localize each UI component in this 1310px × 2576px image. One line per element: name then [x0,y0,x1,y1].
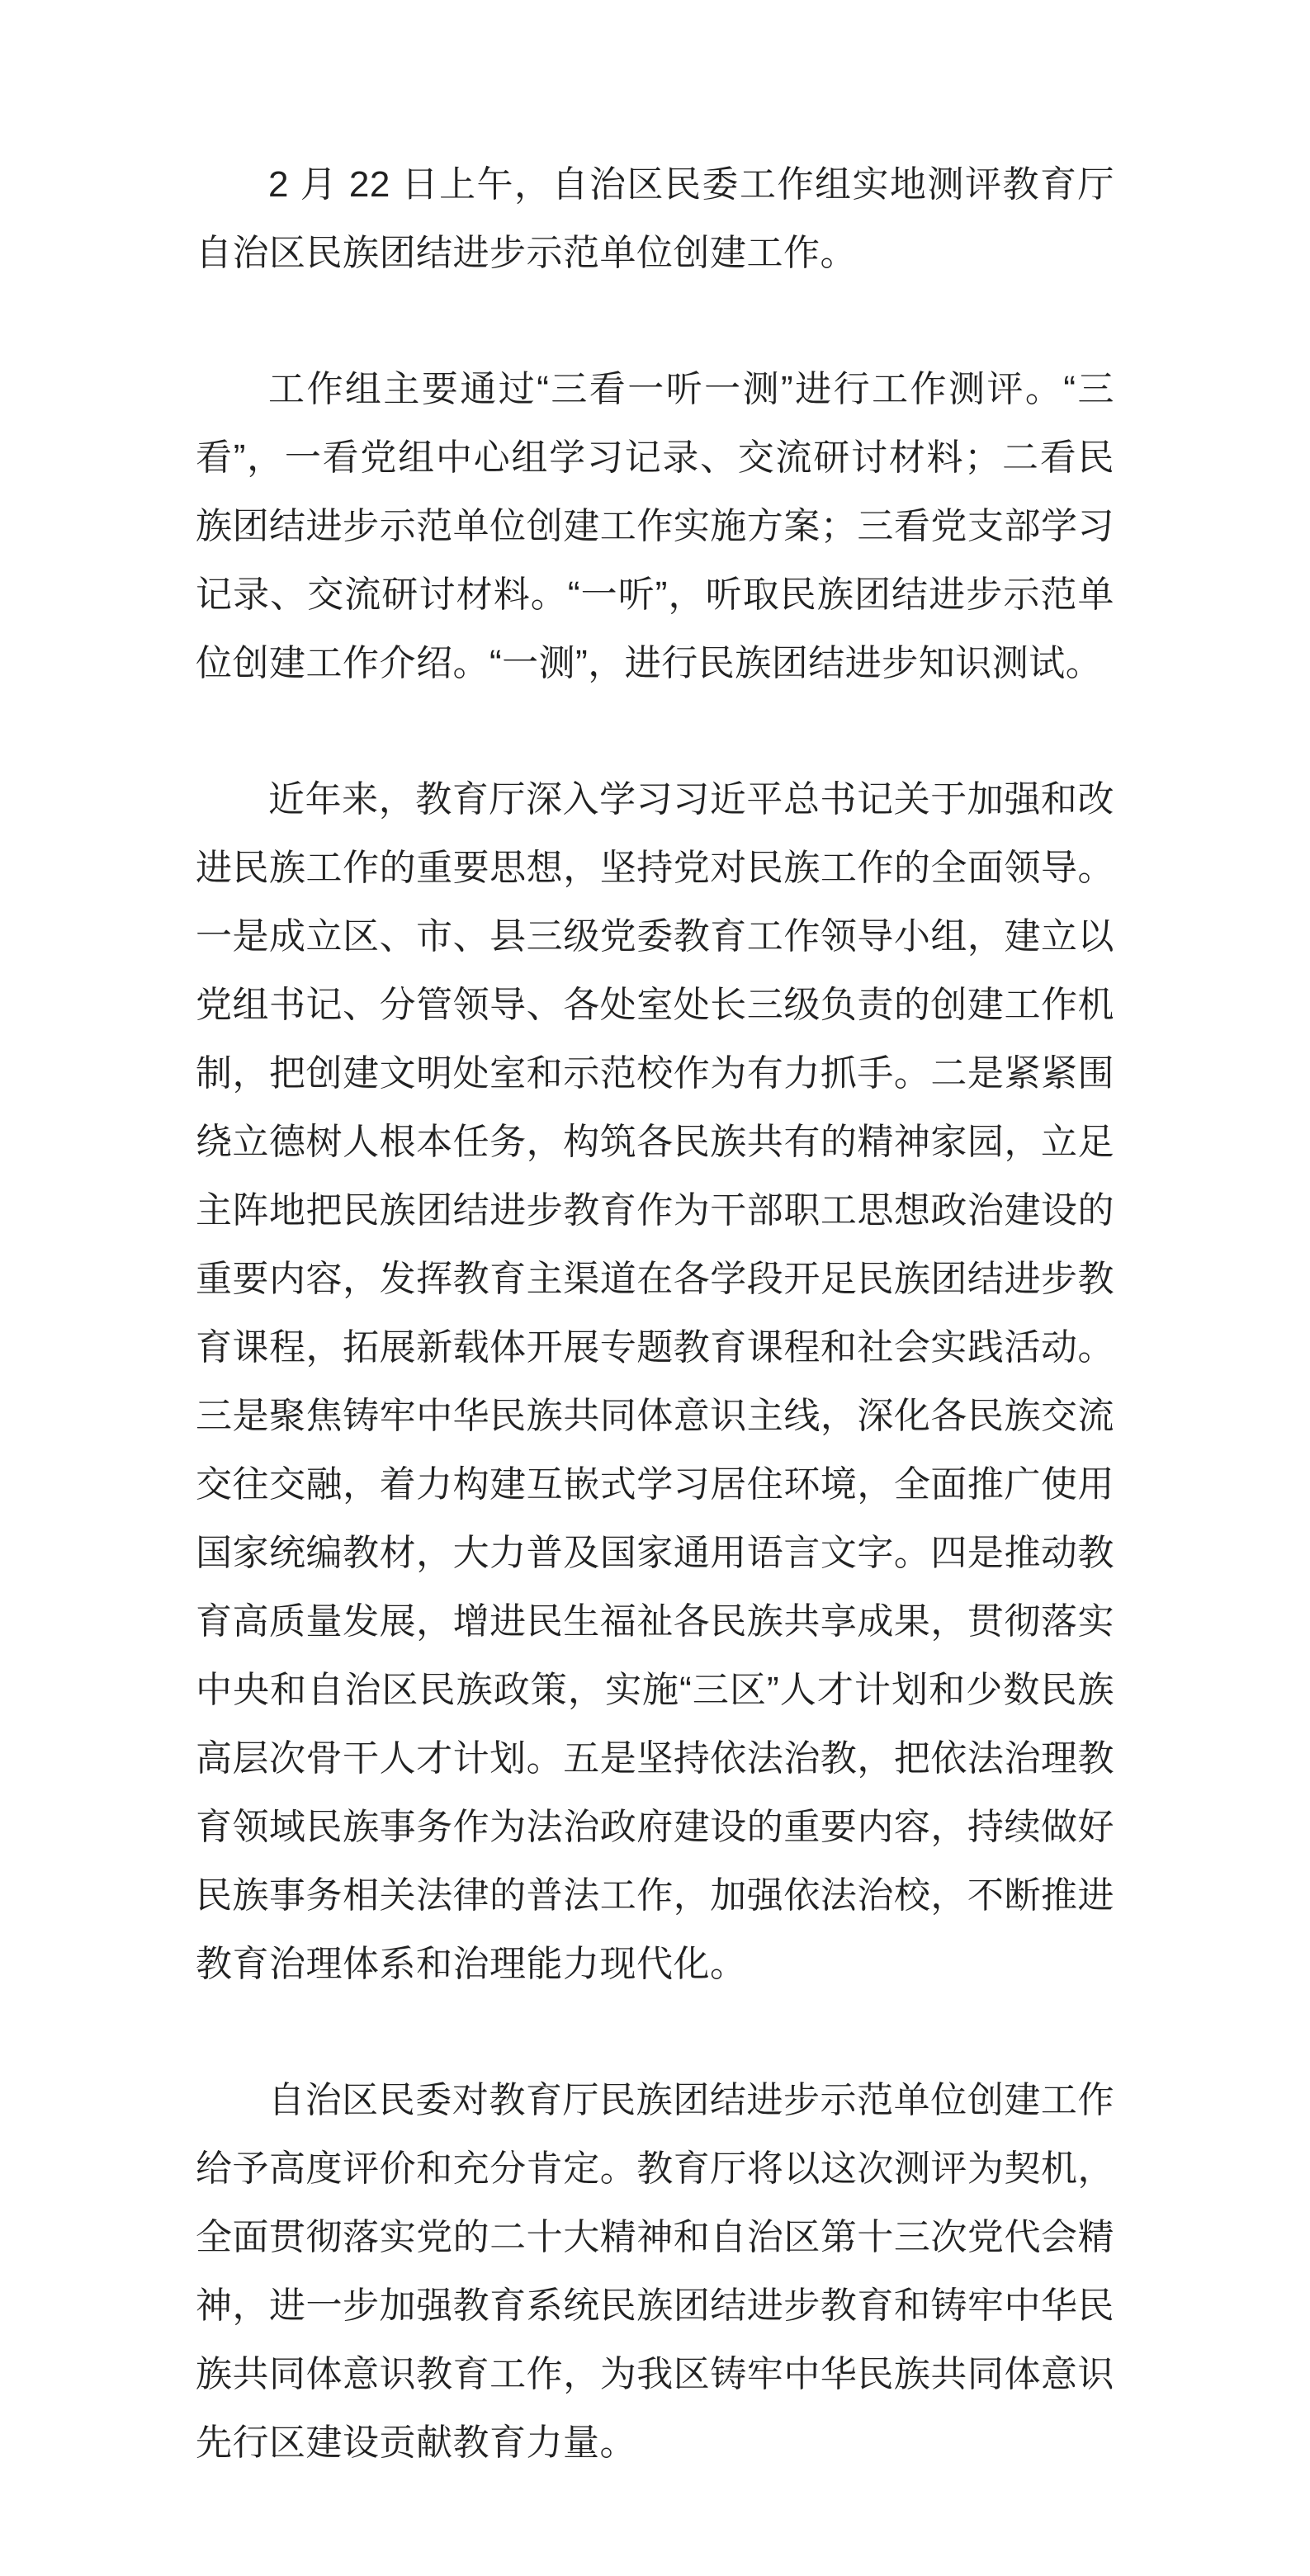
paragraph-conclusion: 自治区民委对教育厅民族团结进步示范单位创建工作给予高度评价和充分肯定。教育厅将以这次测评为契机，全面贯彻落实党的二十大精神和自治区第十三次党代会精神，进一步加强教育系统民族团结进步教育和铸牢中华民族共同体意识教育工作，为我区铸牢中华民族共同体意识先行区建设贡献教育力量。 [196,2080,1114,2463]
paragraph-measures: 近年来，教育厅深入学习习近平总书记关于加强和改进民族工作的重要思想，坚持党对民族工作的全面领导。一是成立区、市、县三级党委教育工作领导小组，建立以党组书记、分管领导、各处室处长三级负责的创建工作机制，把创建文明处室和示范校作为有力抓手。二是紧紧围绕立德树人根本任务，构筑各民族共有的精神家园，立足主阵地把民族团结进步教育作为干部职工思想政治建设的重要内容，发挥教育主渠道在各学段开足民族团结进步教育课程，拓展新载体开展专题教育课程和社会实践活动。三是聚焦铸牢中华民族共同体意识主线，深化各民族交流交往交融，着力构建互嵌式学习居住环境，全面推广使用国家统编教材，大力普及国家通用语言文字。四是推动教育高质量发展，增进民生福祉各民族共享成果，贯彻落实中央和自治区民族政策，实施“三区”人才计划和少数民族高层次骨干人才计划。五是坚持依法治教，把依法治理教育领域民族事务作为法治政府建设的重要内容，持续做好民族事务相关法律的普法工作，加强依法治校，不断推进教育治理体系和治理能力现代化。 [196,779,1114,1984]
paragraph-method: 工作组主要通过“三看一听一测”进行工作测评。“三看”，一看党组中心组学习记录、交流研讨材料；二看民族团结进步示范单位创建工作实施方案；三看党支部学习记录、交流研讨材料。“一听”，听取民族团结进步示范单位创建工作介绍。“一测”，进行民族团结进步知识测试。 [196,369,1114,683]
paragraph-intro: 2 月 22 日上午，自治区民委工作组实地测评教育厅自治区民族团结进步示范单位创建工作。 [196,164,1114,273]
